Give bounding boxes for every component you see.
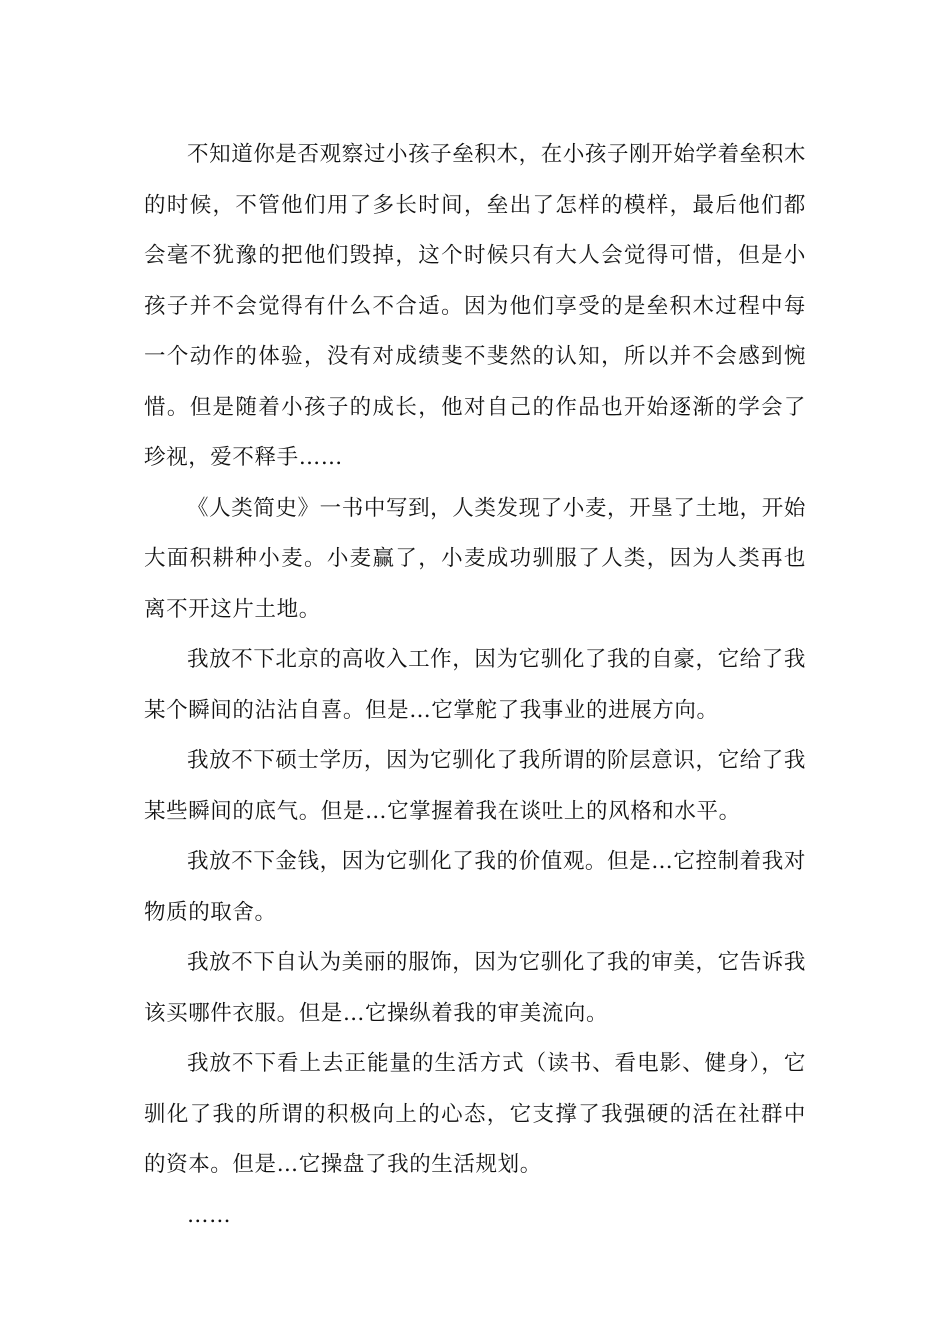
paragraph-building-blocks: 不知道你是否观察过小孩子垒积木，在小孩子刚开始学着垒积木的时候，不管他们用了多长时间，垒出了怎样的模样，最后他们都会毫不犹豫的把他们毁掉，这个时候只有大人会觉得可惜，但是小孩子并不会觉得有什么不合适。因为他们享受的是垒积木过程中每一个动作的体验，没有对成绩斐不斐然的认知，所以并不会感到惋惜。但是随着小孩子的成长，他对自己的作品也开始逐渐的学会了珍视，爱不释手…… — [144, 142, 806, 470]
paragraph-sapiens-wheat: 《人类简史》一书中写到，人类发现了小麦，开垦了土地，开始大面积耕种小麦。小麦赢了，小麦成功驯服了人类，因为人类再也离不开这片土地。 — [144, 495, 806, 622]
paragraph-clothing: 我放不下自认为美丽的服饰，因为它驯化了我的审美，它告诉我该买哪件衣服。但是…它操纵着我的审美流向。 — [144, 950, 806, 1026]
paragraph-masters-degree: 我放不下硕士学历，因为它驯化了我所谓的阶层意识，它给了我某些瞬间的底气。但是…它掌握着我在谈吐上的风格和水平。 — [144, 748, 806, 824]
paragraph-money: 我放不下金钱，因为它驯化了我的价值观。但是…它控制着我对物质的取舍。 — [144, 849, 806, 925]
paragraph-lifestyle: 我放不下看上去正能量的生活方式（读书、看电影、健身），它驯化了我的所谓的积极向上的心态，它支撑了我强硬的活在社群中的资本。但是…它操盘了我的生活规划。 — [144, 1051, 806, 1177]
paragraph-ellipsis: …… — [187, 1202, 232, 1228]
paragraph-beijing-job: 我放不下北京的高收入工作，因为它驯化了我的自豪，它给了我某个瞬间的沾沾自喜。但是…它掌舵了我事业的进展方向。 — [144, 647, 806, 723]
document-body — [144, 130, 806, 1241]
